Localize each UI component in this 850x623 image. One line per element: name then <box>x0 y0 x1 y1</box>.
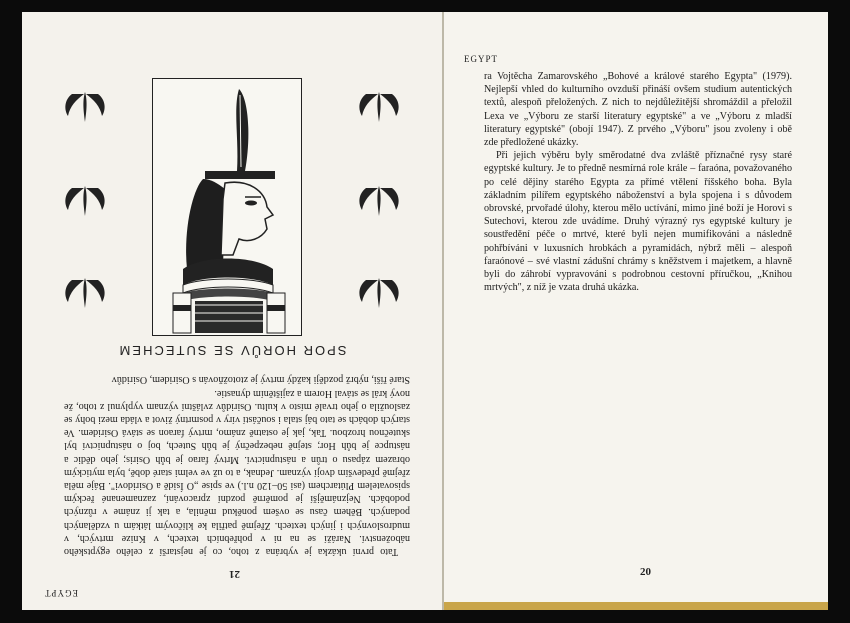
right-running-head: EGYPT <box>464 54 498 64</box>
lotus-ornament-icon <box>356 276 402 310</box>
lotus-ornament-icon <box>356 90 402 124</box>
lotus-ornament-icon <box>62 90 108 124</box>
left-body-text <box>64 366 410 558</box>
page-edge-bottom <box>444 602 828 610</box>
illustration-frame <box>152 78 302 336</box>
left-page-number: 21 <box>229 568 240 580</box>
lotus-ornament-icon <box>356 184 402 218</box>
left-running-head: EGYPT <box>44 588 78 598</box>
lotus-ornament-icon <box>62 276 108 310</box>
book-spread <box>14 12 836 610</box>
right-body-text <box>484 70 792 294</box>
right-paragraph-2: Při jejich výběru byly směrodatné dva zvláště příznačné rysy staré egyptské kultury. Je to předně nesmírná role krále – faraóna, považovaného po celé dějiny starého Egypta za přímé vtělení říšského boha. Byla základním pilířem egyptského náboženství a byla spojena i s důvodem obrovské, prvořadé úlohy, kterou mělo uctívání, mimo jiné boží je Horovi s Sutechovi, kterou zde uvádíme. Druhý výrazný rys egyptské kultury je soustředění péče o mrtvé, které byli nejen mumifikováni a následně pohřbíváni v luxusních hrobkách a pyramidách, nýbrž měli – alespoň faraónové – své vlastní zádušní chrámy s kněžstvem i majetkem, a hlavně byli do záhrobí vypravováni s podrobnou cestovní příručkou, „Knihou mrtvých", z níž je vzata druhá ukázka. <box>484 150 792 294</box>
right-page-number: 20 <box>640 566 651 578</box>
egyptian-goddess-maat-portrait <box>153 79 301 335</box>
left-paragraph-2: Staré říši, nýbrž později každý mrtvý je ztotožňován s Osiridem, Osiridův <box>111 374 410 386</box>
chapter-title: SPOR HORŮV SE SUTECHEM <box>117 343 347 358</box>
right-page <box>444 12 828 610</box>
left-paragraph-1: Tato první ukázka je vybrána z toho, co je nejstarší z celého egyptského náboženství. Naráží se na ni v pohřebních textech, v Knize mrtvých, v mudroslovných i jiných textech. Zřejmě patřila ke klíčovým látkám u vzdělaných podaných. Během času se ovšem poněkud měnila, a tak ji známe v různých podobách. Nejznámější je poměrně pozdní zpracování, zaznamenané řeckým spisovatelem Plútarchem (asi 50–120 n.l.) ve spise „O Ísidě a Osiridovi". Báje měla zřejmě především dvojí význam. Jednak, a to už ve velmi staré době, byla mytickým obrazem zápasu o trůn a nástupnictví. Mrtvý farao je bůh Osiris; jeho dědic a nástupce je bůh Hor; stejně nebezpečný je bůh Sutech, boj o nástupnictví byl skutečnou hrozbou. Tak, jak je ostatně známo, mrtvý faraon se stává Osiridem. Ve starých dobách se tato báj stala i součástí víry v posmrtný život a vláda mezi bohy se zasloužila o jeho trvalé místo v kultu. Osiridův zvláštní význam vyplynul z toho, že nový král se stával Horem a zajištěním dynastie. <box>64 387 410 557</box>
lotus-ornament-icon <box>62 184 108 218</box>
left-page <box>22 12 442 610</box>
right-paragraph-1: ra Vojtěcha Zamarovského „Bohové a králové starého Egypta" (1979). Nejlepší vhled do kulturního ovzduší přináší ovšem studium autentických textů, alespoň přeložených. Z nich to nejdůležitější shromáždil a přeložil Lexa ve „Výboru ze starší literatury egyptské" a ve „Výboru z mladší literatury egyptské" (obojí 1947). Z prvého „Výboru" jsou zvoleny i obě zde předložené ukázky. <box>484 71 792 149</box>
